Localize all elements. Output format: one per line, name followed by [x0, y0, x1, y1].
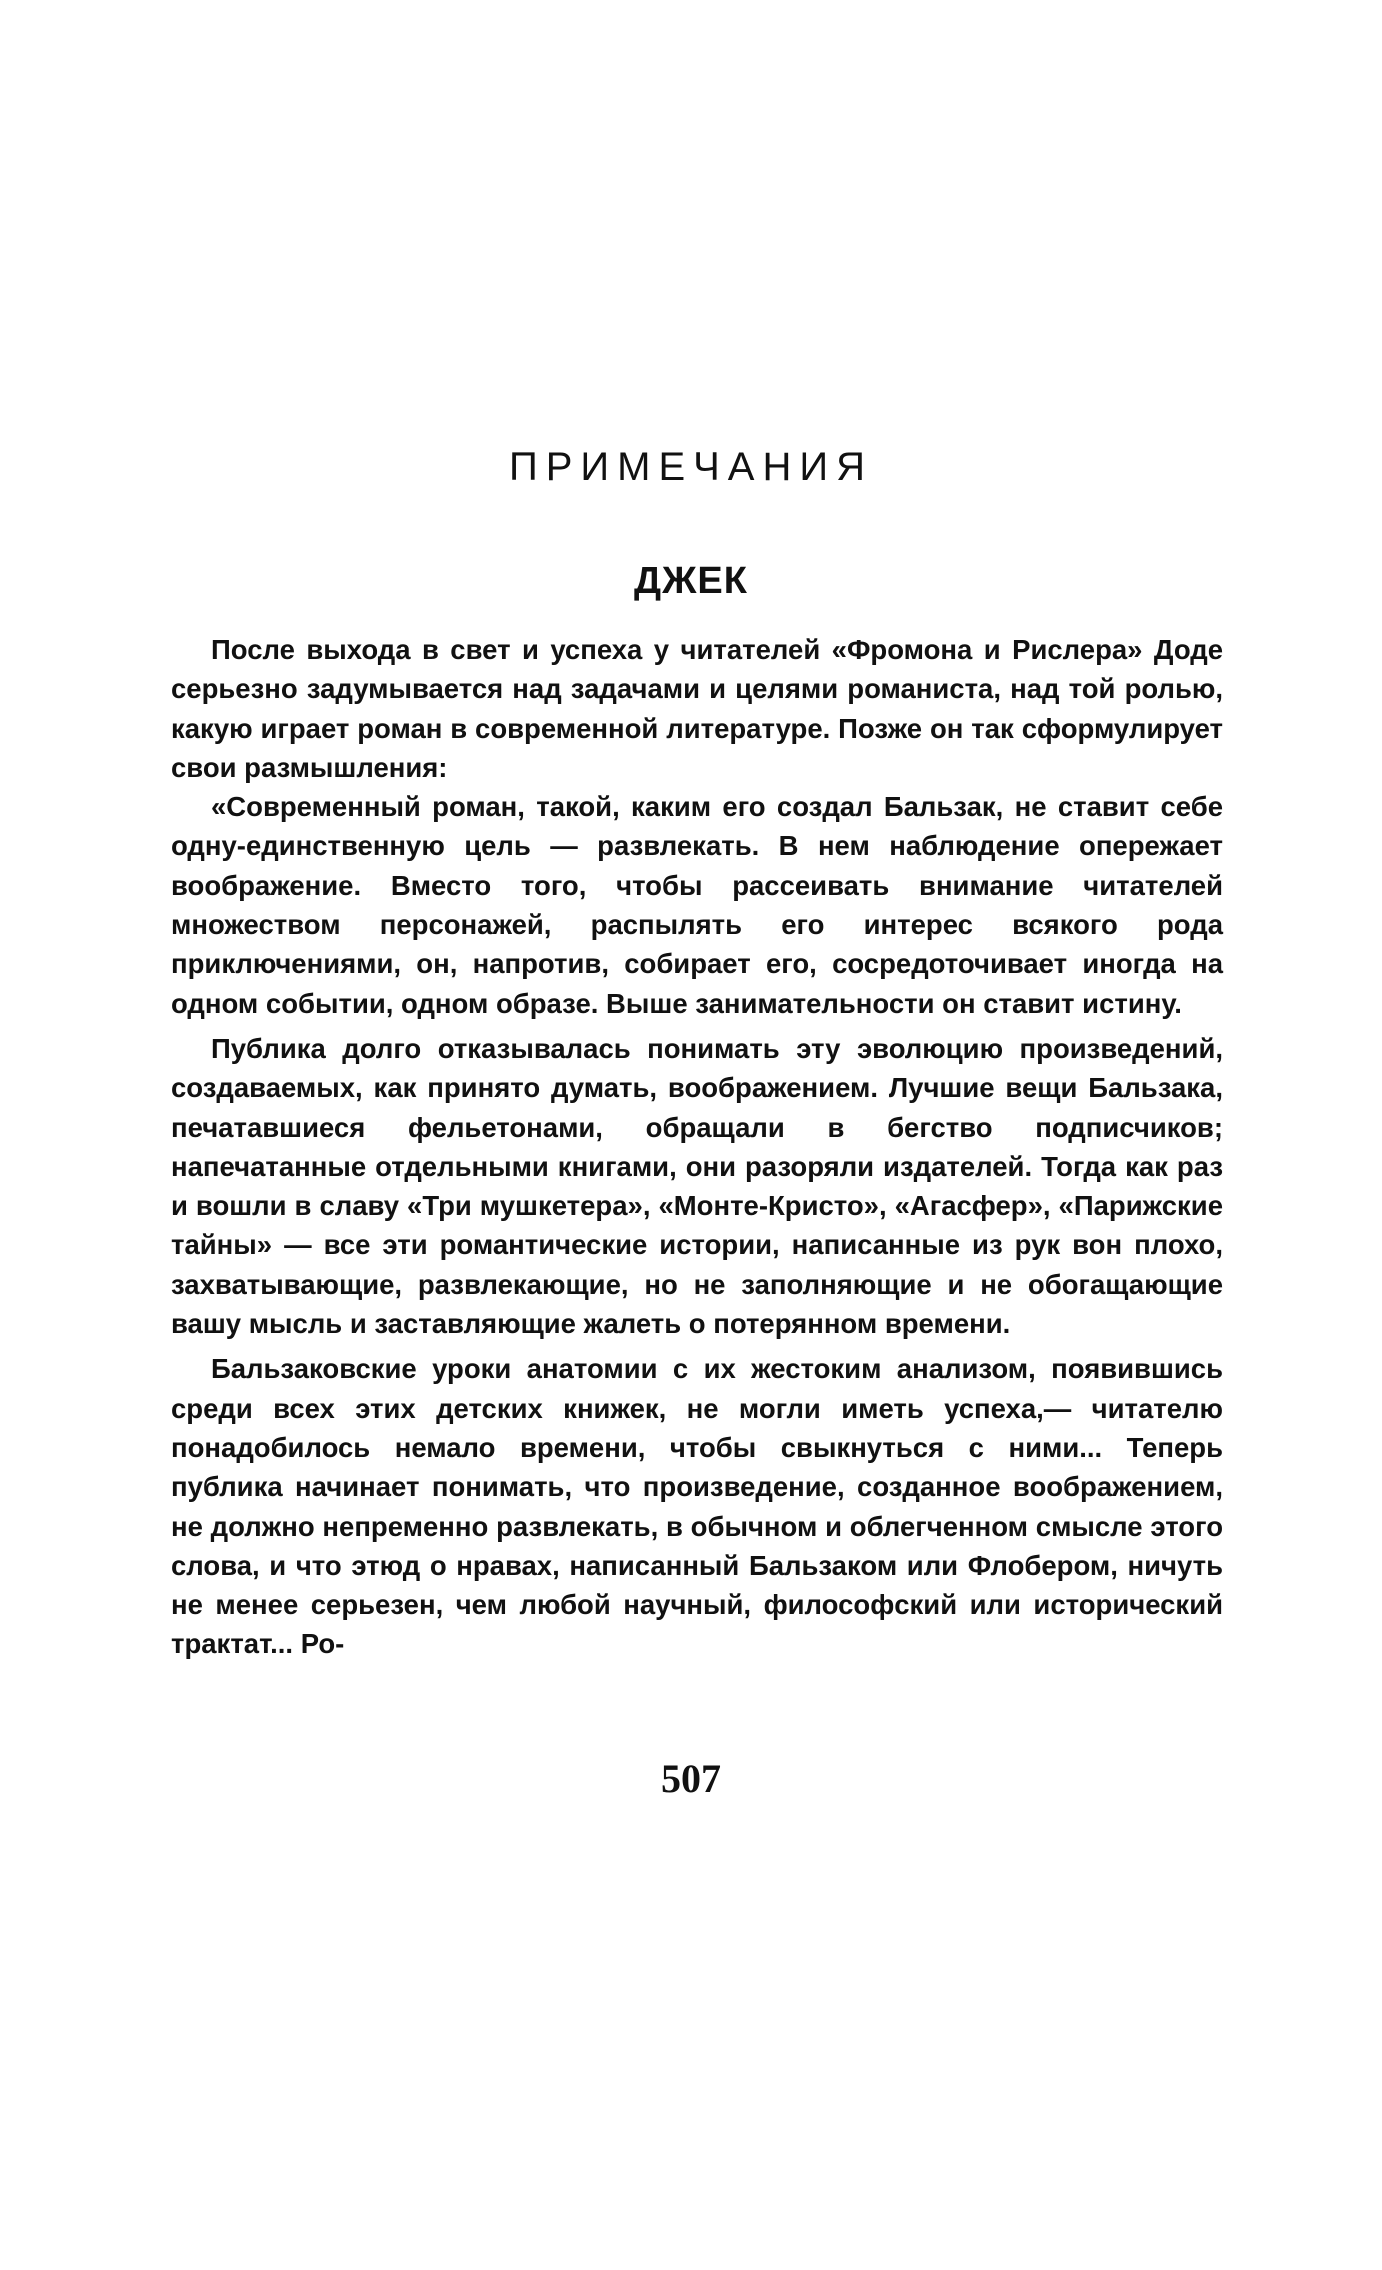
body-text [171, 630, 1223, 1664]
paragraph: «Современный роман, такой, каким его создал Бальзак, не ставит себе одну-единственную цель — развлекать. В нем наблюдение опережает воображение. Вместо того, чтобы рассеивать внимание читателей множеством персонажей, распылять его интерес всякого рода приключениями, он, напротив, собирает его, сосредоточивает иногда на одном событии, одном образе. Выше занимательности он ставит истину. [171, 791, 1223, 1019]
page-number: 507 [661, 1756, 721, 1801]
paragraph: После выхода в свет и успеха у читателей «Фромона и Рислера» Доде серьезно задумывается над задачами и целями романиста, над той ролью, какую играет роман в современной литературе. Позже он так сформулирует свои размышления: [171, 634, 1223, 783]
paragraph: Бальзаковские уроки анатомии с их жестоким анализом, появившись среди всех этих детских книжек, не могли иметь успеха,— читателю понадобилось немало времени, чтобы свыкнуться с ними... Теперь публика начинает понимать, что произведение, созданное воображением, не должно непременно развлекать, в обычном и облегченном смысле этого слова, и что этюд о нравах, написанный Бальзаком или Флобером, ничуть не менее серьезен, чем любой научный, философский или исторический трактат... Ро- [171, 1353, 1223, 1660]
paragraph: Публика долго отказывалась понимать эту эволюцию произведений, создаваемых, как принято думать, воображением. Лучшие вещи Бальзака, печатавшиеся фельетонами, обращали в бегство подписчиков; напечатанные отдельными книгами, они разоряли издателей. Тогда как раз и вошли в славу «Три мушкетера», «Монте-Кристо», «Агасфер», «Парижские тайны» — все эти романтические истории, написанные из рук вон плохо, захватывающие, развлекающие, но не заполняющие и не обогащающие вашу мысль и заставляющие жалеть о потерянном времени. [171, 1032, 1223, 1340]
section-title: ДЖЕК [634, 560, 748, 602]
notes-title: ПРИМЕЧАНИЯ [508, 445, 874, 489]
